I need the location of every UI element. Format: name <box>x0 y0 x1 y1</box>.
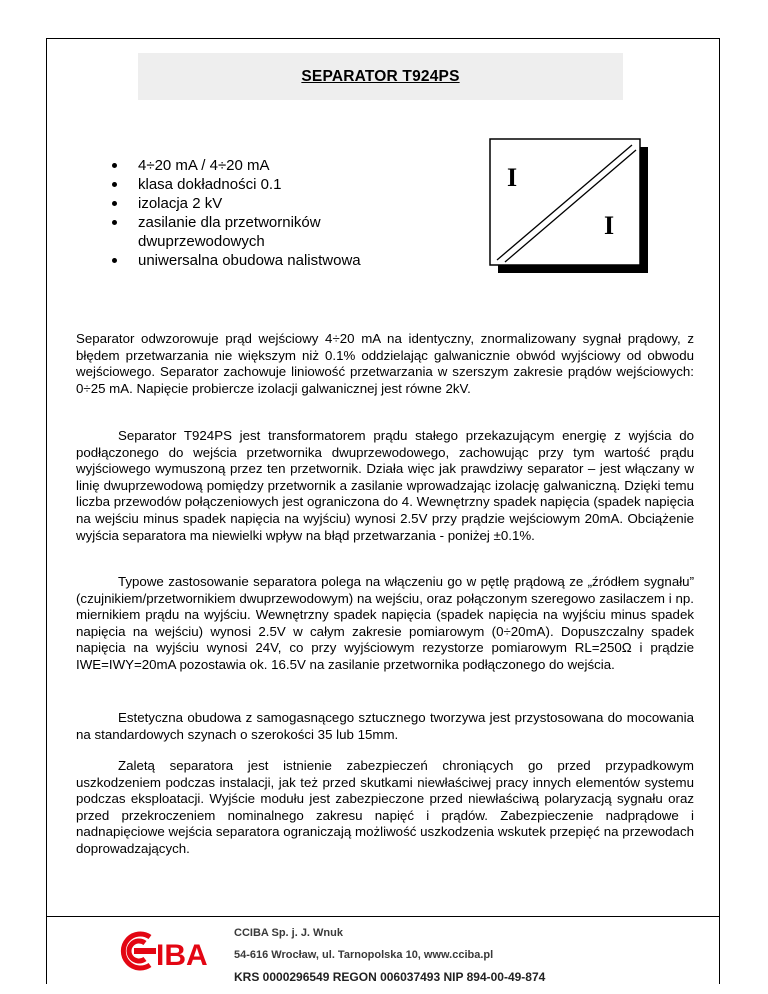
company-address: 54-616 Wrocław, ul. Tarnopolska 10, www.cciba.pl <box>234 949 494 961</box>
feature-item: 4÷20 mA / 4÷20 mA <box>108 156 408 175</box>
footer-divider <box>46 916 720 917</box>
company-info <box>234 922 545 988</box>
title-box <box>138 53 623 100</box>
company-name: CCIBA Sp. j. J. Wnuk <box>234 927 343 939</box>
feature-item: klasa dokładności 0.1 <box>108 175 408 194</box>
separator-symbol-icon <box>489 138 649 274</box>
paragraph-principle: Separator T924PS jest transformatorem prądu stałego przekazującym energię z wyjścia do podłączonego do wejścia przetwornika dwuprzewodowego, zachowując przy tym wartość prądu wyjściowego wymuszoną przez ten przetwornik. Działa więc jak prawdziwy separator – jest włączany w linię dwuprzewodową pomiędzy przetwornik a zasilanie wprowadzając izolację galwaniczną. Dzięki temu liczba przewodów połączeniowych jest ograniczona do 4. Wewnętrzny spadek napięcia (spadek napięcia na wejściu minus spadek napięcia na wyjściu) wynosi 2.5V przy prądzie wejściowym 20mA. Obciążenie wyjścia separatora ma niewielki wpływ na błąd przetwarzania - poniżej ±0.1%. <box>76 428 694 543</box>
page-title: SEPARATOR T924PS <box>301 67 460 85</box>
logo-text: IBA <box>156 939 208 972</box>
feature-list <box>108 156 408 270</box>
symbol-input-label: I <box>507 163 518 192</box>
feature-item: zasilanie dla przetworników dwuprzewodowych <box>108 213 408 251</box>
paragraph-intro: Separator odwzorowuje prąd wejściowy 4÷20 mA na identyczny, znormalizowany sygnał prądowy, z błędem przetwarzania nie większym niż 0.1% oddzielając galwanicznie obwód wyjściowy od obwodu wejściowego. Separator zachowuje liniowość przetwarzania w szerszym zakresie prądów wejściowych: 0÷25 mA. Napięcie probiercze izolacji galwanicznej jest równe 2kV. <box>76 331 694 396</box>
company-registry: KRS 0000296549 REGON 006037493 NIP 894-00-49-874 <box>234 970 546 984</box>
paragraph-application: Typowe zastosowanie separatora polega na włączeniu go w pętlę prądową ze „źródłem sygnału” (czujnikiem/przetwornikiem dwuprzewodowym) na wejściu, oraz połączonym szeregowo zasilaczem i np. miernikiem prądu na wyjściu. Wewnętrzny spadek napięcia (spadek napięcia na wyjściu minus spadek napięcia na wejściu) wynosi 2.5V w całym zakresie pomiarowym (0÷20mA). Dopuszczalny spadek napięcia na wyjściu wynosi 24V, co przy wyjściowym rezystorze pomiarowym RL=250Ω i prądzie IWE=IWY=20mA pozostawia ok. 16.5V na zasilanie przetwornika podłączonego do wejścia. <box>76 574 694 672</box>
symbol-output-label: I <box>604 211 615 240</box>
feature-item: izolacja 2 kV <box>108 194 408 213</box>
feature-item: uniwersalna obudowa nalistwowa <box>108 251 408 270</box>
paragraph-housing: Estetyczna obudowa z samogasnącego sztucznego tworzywa jest przystosowana do mocowania na standardowych szynach o szerokości 35 lub 15mm. <box>76 710 694 742</box>
cciba-logo-icon <box>112 928 224 974</box>
paragraph-protection: Zaletą separatora jest istnienie zabezpieczeń chroniących go przed przypadkowym uszkodzeniem podczas instalacji, jak też przed skutkami niewłaściwej pracy innych elementów systemu podczas eksploatacji. Wyjście modułu jest zabezpieczone przed niewłaściwą polaryzacją sygnału oraz przed przekroczeniem nominalnego zakresu napięć i prądów. Zabezpieczenie nadprądowe i nadnapięciowe wejścia separatora ograniczają możliwość uszkodzenia wskutek przepięć na przewodach doprowadzających. <box>76 758 694 856</box>
